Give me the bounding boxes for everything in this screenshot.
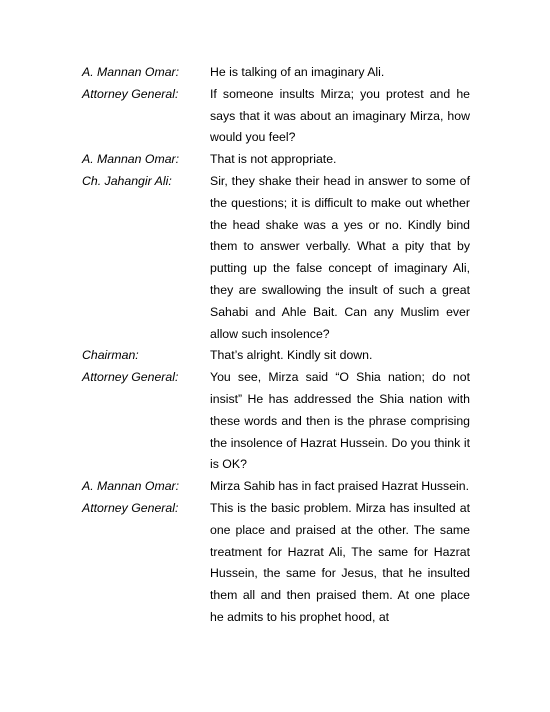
speaker-name: Attorney General: — [82, 370, 179, 385]
speech-text: Sir, they shake their head in answer to some of the questions; it is difficult to make out whether the head shake was a yes or no. Kindly bind them to answer verbally. What a pity that by putting up the false concept of imaginary Ali, they are swallowing the insult of such a great Sahabi and Ahle Bait. Can any Muslim ever allow such insolence? — [210, 173, 470, 341]
transcript-entry — [82, 84, 470, 149]
speaker-name: Chairman: — [82, 348, 139, 363]
speech-text: If someone insults Mirza; you protest and he says that it was about an imaginary Mirza, how would you feel? — [210, 86, 470, 145]
speech-text: This is the basic problem. Mirza has insulted at one place and praised at the other. The same treatment for Hazrat Ali, The same for Hazrat Hussein, the same for Jesus, that he insulted them all and then praised them. At one place he admits to his prophet hood, at — [210, 500, 470, 624]
transcript — [82, 62, 470, 629]
transcript-entry — [82, 498, 470, 629]
transcript-entry — [82, 367, 470, 476]
transcript-entry — [82, 149, 470, 171]
speaker-name: A. Mannan Omar: — [82, 65, 180, 79]
speaker-name: A. Mannan Omar: — [82, 479, 180, 494]
speaker-name: Attorney General: — [82, 86, 179, 101]
speaker-name: Attorney General: — [82, 500, 179, 515]
speaker-name: A. Mannan Omar: — [82, 152, 180, 167]
speaker-name: Ch. Jahangir Ali: — [82, 173, 172, 188]
speech-text: That’s alright. Kindly sit down. — [210, 348, 373, 363]
transcript-entry — [82, 476, 470, 498]
transcript-entry — [82, 62, 470, 84]
speech-text: He is talking of an imaginary Ali. — [210, 65, 385, 79]
speech-text: You see, Mirza said “O Shia nation; do not insist” He has addressed the Shia nation with these words and then is the phrase comprising the insolence of Hazrat Hussein. Do you think it is OK? — [210, 370, 470, 472]
transcript-entry — [82, 345, 470, 367]
transcript-entry — [82, 171, 470, 345]
speech-text: That is not appropriate. — [210, 152, 337, 167]
speech-text: Mirza Sahib has in fact praised Hazrat Hussein. — [210, 479, 470, 494]
